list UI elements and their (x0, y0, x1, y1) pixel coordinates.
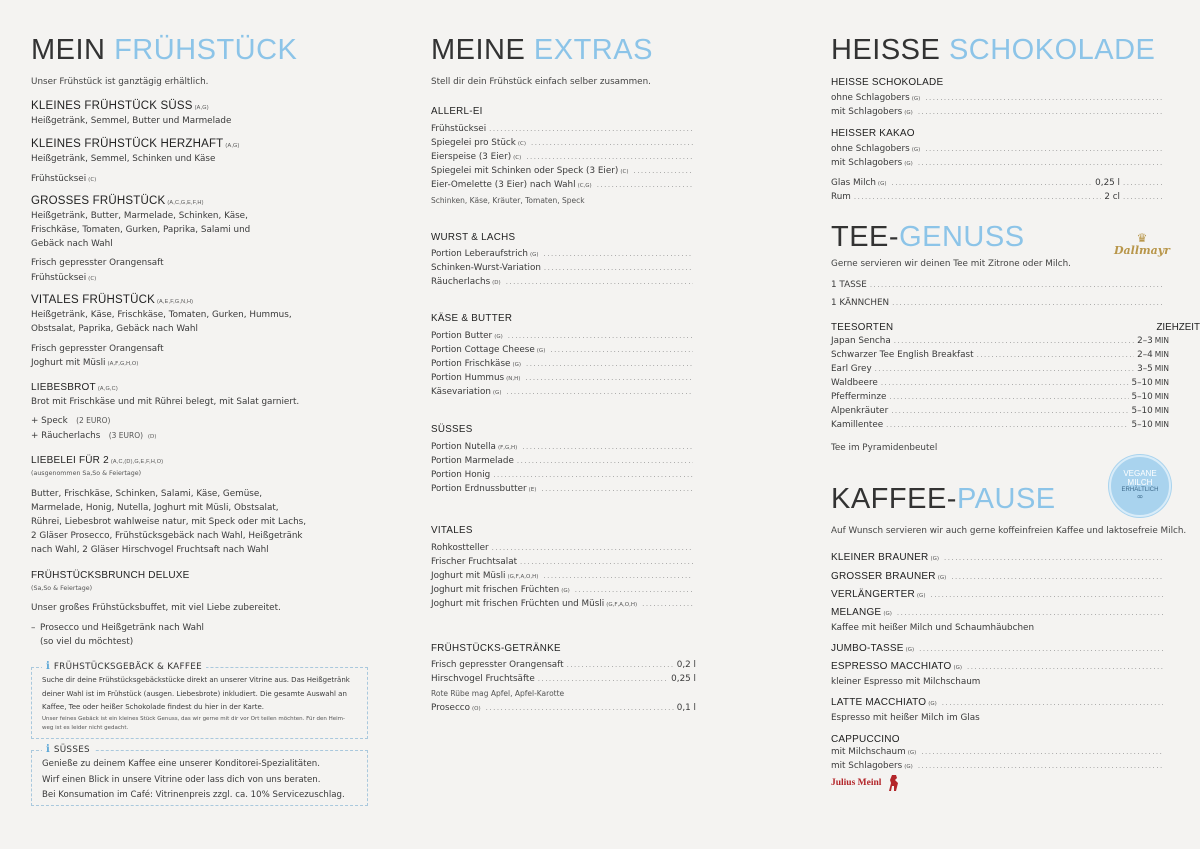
menu-row: Rum ..... 2 cl ..... (831, 192, 1166, 202)
item-vitales: VITALES FRÜHSTÜCK (A,E,F,G,N,H) (31, 294, 194, 306)
item-desc: Gebäck nach Wahl (31, 239, 113, 249)
coffee-row: JUMBO-TASSE (G) ..... (831, 643, 1166, 654)
menu-row: ohne Schlagobers (G) ..... (831, 93, 1166, 103)
menu-row: Joghurt mit Müsli (G,F,A,O,H) ..... (431, 571, 696, 581)
section-wurst: WURST & LACHS (431, 232, 516, 243)
coffee-row: GROSSER BRAUNER (G) ..... (831, 571, 1166, 582)
menu-row: Glas Milch (G) ..... 0,25 l ..... (831, 178, 1166, 188)
menu-row: Portion Butter (G) ..... (431, 331, 696, 341)
item-cappuccino: CAPPUCCINO (831, 734, 900, 745)
menu-row: mit Schlagobers (G) ..... (831, 761, 1166, 771)
ziehzeit-header: ZIEHZEIT (1156, 322, 1200, 333)
item-desc: Prosecco und Heißgetränk nach Wahl (40, 623, 204, 633)
menu-row: Eier-Omelette (3 Eier) nach Wahl (C,G) ..... (431, 180, 696, 190)
menu-row: Portion Hummus (N,H) ..... (431, 373, 696, 383)
info-line: Suche dir deine Frühstücksgebäckstücke direkt an unserer Vitrine aus. Das Heißgetränk (42, 676, 350, 684)
menu-row: Schinken-Wurst-Variation ..... (431, 263, 696, 273)
coffee-row: KLEINER BRAUNER (G) ..... (831, 552, 1166, 563)
menu-row: Käsevariation (G) ..... (431, 387, 696, 397)
item-option: + Speck (2 EURO) (31, 416, 111, 426)
item-note: Rote Rübe mag Apfel, Apfel-Karotte (431, 689, 565, 698)
item-extra: Frühstücksei (C) (31, 273, 97, 283)
section-getraenke: FRÜHSTÜCKS-GETRÄNKE (431, 643, 561, 654)
info-small-line: Unser feines Gebäck ist ein kleines Stück Genuss, das wir gerne mit dir vor Ort teilen möchten. Für den Heim- (42, 716, 345, 722)
item-desc: Unser großes Frühstücksbuffet, mit viel Liebe zubereitet. (31, 603, 281, 613)
item-desc: Heißgetränk, Semmel, Butter und Marmelade (31, 116, 232, 126)
item-kleines-suess: KLEINES FRÜHSTÜCK SÜSS (A,G) (31, 100, 209, 112)
tea-row: Pfefferminze ..... 5–10 MIN (831, 392, 1169, 402)
julius-meinl-logo: Julius Meinl (831, 774, 901, 792)
menu-row: Frischer Fruchtsalat ..... (431, 557, 696, 567)
item-desc: Butter, Frischkäse, Schinken, Salami, Käse, Gemüse, (31, 489, 263, 499)
coffee-row: ESPRESSO MACCHIATO (G) ..... (831, 661, 1166, 672)
item-desc: Obstsalat, Paprika, Gebäck nach Wahl (31, 324, 198, 334)
item-desc: 2 Gläser Prosecco, Frühstücksgebäck nach Wahl, Heißgetränk (31, 531, 303, 541)
heading-tee-genuss: TEE-GENUSS (831, 221, 1025, 253)
vegane-milch-badge: VEGANE MILCH ERHÄLTLICH ∞ (1109, 455, 1171, 517)
menu-row: ohne Schlagobers (G) ..... (831, 144, 1166, 154)
item-fruehstuecksei: Frühstücksei (C) (31, 174, 97, 184)
menu-row: 1 TASSE ..... (831, 280, 1166, 290)
tea-row: Alpenkräuter ..... 5–10 MIN (831, 406, 1169, 416)
item-desc: Heißgetränk, Semmel, Schinken und Käse (31, 154, 216, 164)
menu-row: Frisch gepresster Orangensaft ..... 0,2 l (431, 660, 696, 670)
item-extra: Frisch gepresster Orangensaft (31, 258, 164, 268)
menu-row: 1 KÄNNCHEN ..... (831, 298, 1166, 308)
coffee-row: MELANGE (G) ..... (831, 607, 1166, 618)
item-heisse-schokolade: HEISSE SCHOKOLADE (831, 77, 944, 88)
heading-meine-extras: MEINE EXTRAS (431, 34, 653, 66)
meinl-moor-icon (887, 774, 901, 792)
menu-row: Portion Erdnussbutter (E) ..... (431, 484, 696, 494)
menu-row: mit Milchschaum (G) ..... (831, 747, 1166, 757)
menu-row: mit Schlagobers (G) ..... (831, 107, 1166, 117)
item-desc: nach Wahl, 2 Gläser Hirschvogel Fruchtsaft nach Wahl (31, 545, 269, 555)
menu-row: Frühstücksei ..... (431, 124, 696, 134)
item-desc: Rührei, Liebesbrot wahlweise natur, mit Speck oder mit Lachs, (31, 517, 307, 527)
info-box-gebaeck (31, 661, 368, 739)
teesorten-header: TEESORTEN (831, 322, 894, 333)
heading-mein-fruehstueck: MEIN FRÜHSTÜCK (31, 34, 298, 66)
info-box-suesses (31, 744, 368, 806)
section-suesses: SÜSSES (431, 424, 473, 435)
item-liebesbrot: LIEBESBROT (A,G,C) (31, 382, 118, 393)
item-grosses: GROSSES FRÜHSTÜCK (A,C,G,E,F,H) (31, 195, 204, 207)
item-desc: (so viel du möchtest) (40, 637, 134, 647)
tea-row: Japan Sencha ..... 2–3 MIN (831, 336, 1169, 346)
intro-text: Unser Frühstück ist ganztägig erhältlich. (31, 77, 209, 87)
item-desc: Heißgetränk, Käse, Frischkäse, Tomaten, Gurken, Hummus, (31, 310, 292, 320)
tea-row: Kamillentee ..... 5–10 MIN (831, 420, 1169, 430)
coffee-row: VERLÄNGERTER (G) ..... (831, 589, 1166, 600)
coffee-row: LATTE MACCHIATO (G) ..... (831, 697, 1166, 708)
coffee-desc: Kaffee mit heißer Milch und Schaumhäubchen (831, 623, 1035, 633)
item-extra: Frisch gepresster Orangensaft (31, 344, 164, 354)
section-allerlei: ALLERL-EI (431, 106, 483, 117)
menu-row: Spiegelei pro Stück (C) ..... (431, 138, 696, 148)
item-desc: Frischkäse, Tomaten, Gurken, Paprika, Salami und (31, 225, 251, 235)
menu-row: Prosecco (O) ..... 0,1 l (431, 703, 696, 713)
infinity-icon: ∞ (1136, 492, 1144, 502)
menu-row: Hirschvogel Fruchtsäfte ..... 0,25 l (431, 674, 696, 684)
info-icon: i (46, 744, 50, 755)
coffee-desc: Espresso mit heißer Milch im Glas (831, 713, 980, 723)
menu-row: Portion Cottage Cheese (G) ..... (431, 345, 696, 355)
intro-text: Gerne servieren wir deinen Tee mit Zitrone oder Milch. (831, 259, 1071, 269)
intro-text: Auf Wunsch servieren wir auch gerne koffeinfreien Kaffee und laktosefreie Milch. (831, 526, 1187, 536)
tea-note: Tee im Pyramidenbeutel (831, 443, 938, 453)
item-liebelei: LIEBELEI FÜR 2 (A,C,(D),G,E,F,H,O) (31, 455, 164, 466)
tea-row: Earl Grey ..... 3–5 MIN (831, 364, 1169, 374)
item-desc: Brot mit Frischkäse und mit Rührei belegt, mit Salat garniert. (31, 397, 300, 407)
menu-row: Portion Nutella (F,G,H) ..... (431, 442, 696, 452)
item-option: + Räucherlachs (3 EURO) (D) (31, 431, 157, 441)
item-extra: Joghurt mit Müsli (A,F,G,H,O) (31, 358, 139, 368)
menu-row: Joghurt mit frischen Früchten (G) ..... (431, 585, 696, 595)
menu-row: Eierspeise (3 Eier) (C) ..... (431, 152, 696, 162)
heading-heisse-schokolade: HEISSE SCHOKOLADE (831, 34, 1156, 66)
item-desc: Marmelade, Honig, Nutella, Joghurt mit Müsli, Obstsalat, (31, 503, 279, 513)
info-line: Bei Konsumation im Café: Vitrinenpreis zzgl. ca. 10% Servicezuschlag. (42, 790, 345, 800)
coffee-desc: kleiner Espresso mit Milchschaum (831, 677, 981, 687)
info-line: Kaffee, Tee oder heißer Schokolade findest du hier in der Karte. (42, 703, 264, 711)
item-note: (Sa,So & Feiertage) (31, 585, 93, 592)
info-line: Genieße zu deinem Kaffee eine unserer Konditorei-Spezialitäten. (42, 759, 320, 769)
menu-row: Joghurt mit frischen Früchten und Müsli (G,F,A,O,H) ..... (431, 599, 696, 609)
item-note: Schinken, Käse, Kräuter, Tomaten, Speck (431, 196, 585, 205)
menu-row: Rohkostteller ..... (431, 543, 696, 553)
info-line: deiner Wahl ist im Frühstück (ausgen. Liebesbrote) inkludiert. Die gesamte Auswahl an (42, 689, 347, 698)
info-small-line: weg ist es leider nicht gedacht. (42, 725, 129, 731)
menu-row: Räucherlachs (D) ..... (431, 277, 696, 287)
menu-row: Portion Frischkäse (G) ..... (431, 359, 696, 369)
item-brunch: FRÜHSTÜCKSBRUNCH DELUXE (31, 570, 190, 581)
info-icon: i (46, 661, 50, 672)
crest-icon: ♛ (1136, 231, 1148, 245)
intro-text: Stell dir dein Frühstück einfach selber zusammen. (431, 77, 651, 87)
item-desc: Heißgetränk, Butter, Marmelade, Schinken, Käse, (31, 211, 248, 221)
menu-row: Spiegelei mit Schinken oder Speck (3 Eier) (C) ..... (431, 166, 696, 176)
bullet-dash: – (31, 623, 36, 633)
menu-row: Portion Honig ..... (431, 470, 696, 480)
section-kaese: KÄSE & BUTTER (431, 313, 513, 324)
item-heisser-kakao: HEISSER KAKAO (831, 128, 915, 139)
tea-row: Waldbeere ..... 5–10 MIN (831, 378, 1169, 388)
info-box-title: FRÜHSTÜCKSGEBÄCK & KAFFEE (53, 661, 202, 672)
item-note: (ausgenommen Sa,So & Feiertage) (31, 470, 142, 477)
tea-row: Schwarzer Tee English Breakfast ..... 2–4 MIN (831, 350, 1169, 360)
dallmayr-logo: ♛ Dallmayr (1114, 231, 1170, 257)
menu-row: Portion Leberaufstrich (G) ..... (431, 249, 696, 259)
section-vitales: VITALES (431, 525, 473, 536)
info-line: Wirf einen Blick in unsere Vitrine oder lass dich von uns beraten. (42, 774, 321, 785)
info-box-title: SÜSSES (53, 744, 90, 755)
menu-row: mit Schlagobers (G) ..... (831, 158, 1166, 168)
menu-row: Portion Marmelade ..... (431, 456, 696, 466)
heading-kaffee-pause: KAFFEE-PAUSE (831, 483, 1056, 515)
item-kleines-herzhaft: KLEINES FRÜHSTÜCK HERZHAFT (A,G) (31, 138, 240, 150)
